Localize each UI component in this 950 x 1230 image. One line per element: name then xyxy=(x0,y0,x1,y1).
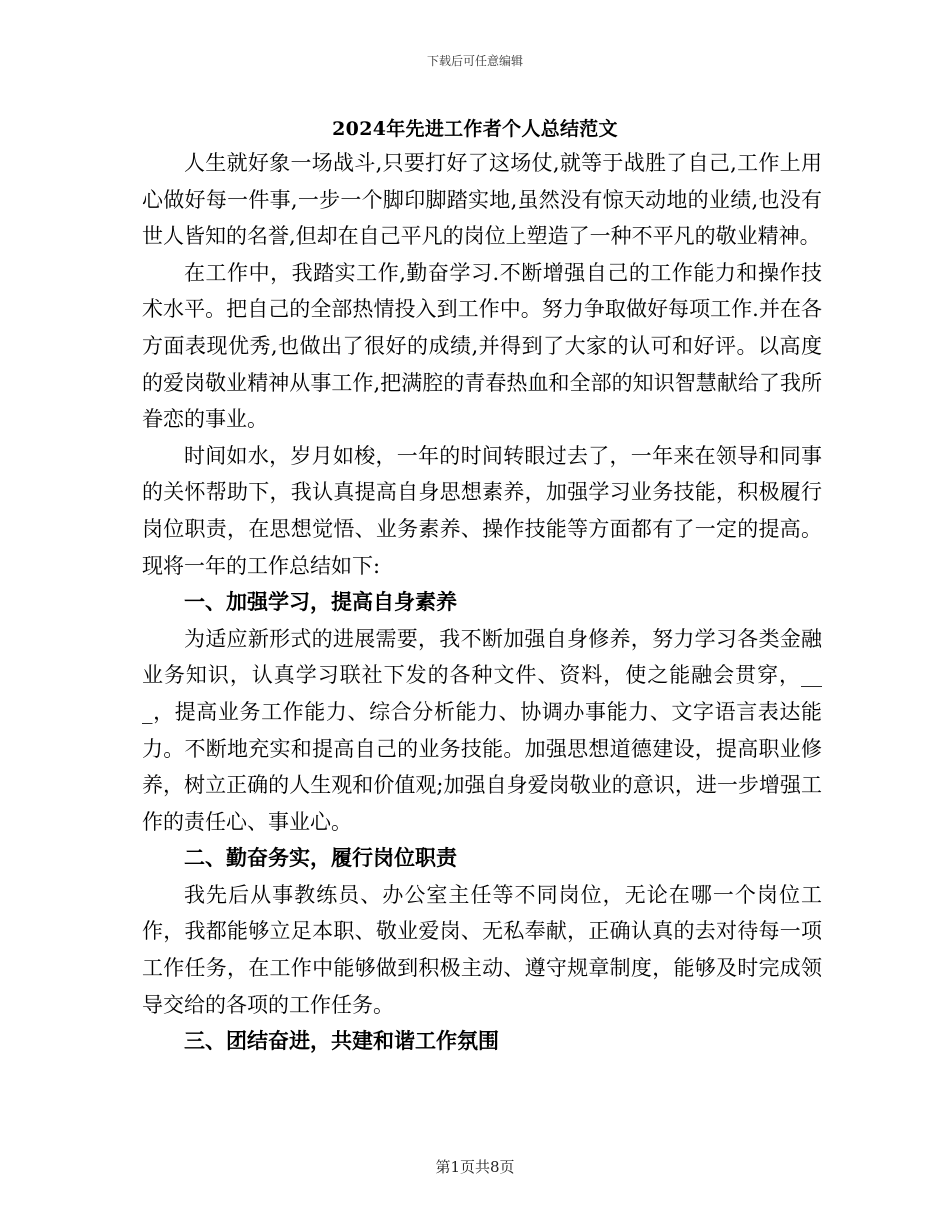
section-heading-3: 三、团结奋进，共建和谐工作氛围 xyxy=(184,1029,499,1054)
paragraph-year: 时间如水，岁月如梭，一年的时间转眼过去了，一年来在领导和同事的关怀帮助下，我认真提高自身思想素养，加强学习业务技能，积极履行岗位职责，在思想觉悟、业务素养、操作技能等方面都有了一定的提高。现将一年的工作总结如下: xyxy=(142,443,822,578)
section-text-1: 为适应新形式的进展需要，我不断加强自身修养，努力学习各类金融业务知识，认真学习联社下发的各种文件、资料，使之能融会贯穿，___，提高业务工作能力、综合分析能力、协调办事能力、文字语言表达能力。不断地充实和提高自己的业务技能。加强思想道德建设，提高职业修养，树立正确的人生观和价值观;加强自身爱岗敬业的意识，进一步增强工作的责任心、事业心。 xyxy=(142,626,822,834)
section-heading-1: 一、加强学习，提高自身素养 xyxy=(184,590,457,615)
page-number: 第1页共8页 xyxy=(435,1158,515,1176)
document-title: 2024年先进工作者个人总结范文 xyxy=(332,118,618,140)
document-body xyxy=(142,145,822,1060)
paragraph-work: 在工作中，我踏实工作,勤奋学习.不断增强自己的工作能力和操作技术水平。把自己的全部热情投入到工作中。努力争取做好每项工作.并在各方面表现优秀,也做出了很好的成绩,并得到了大家的认可和好评。以高度的爱岗敬业精神从事工作,把满腔的青春热血和全部的知识智慧献给了我所眷恋的事业。 xyxy=(142,260,822,432)
paragraph-intro: 人生就好象一场战斗,只要打好了这场仗,就等于战胜了自己,工作上用心做好每一件事,一步一个脚印脚踏实地,虽然没有惊天动地的业绩,也没有世人皆知的名誉,但却在自己平凡的岗位上塑造了一种不平凡的敬业精神。 xyxy=(142,151,822,249)
section-text-2: 我先后从事教练员、办公室主任等不同岗位，无论在哪一个岗位工作，我都能够立足本职、敬业爱岗、无私奉献，正确认真的去对待每一项工作任务，在工作中能够做到积极主动、遵守规章制度，能够及时完成领导交给的各项的工作任务。 xyxy=(142,882,822,1017)
page-header-note: 下载后可任意编辑 xyxy=(426,54,523,68)
section-heading-2: 二、勤奋务实，履行岗位职责 xyxy=(184,846,457,871)
